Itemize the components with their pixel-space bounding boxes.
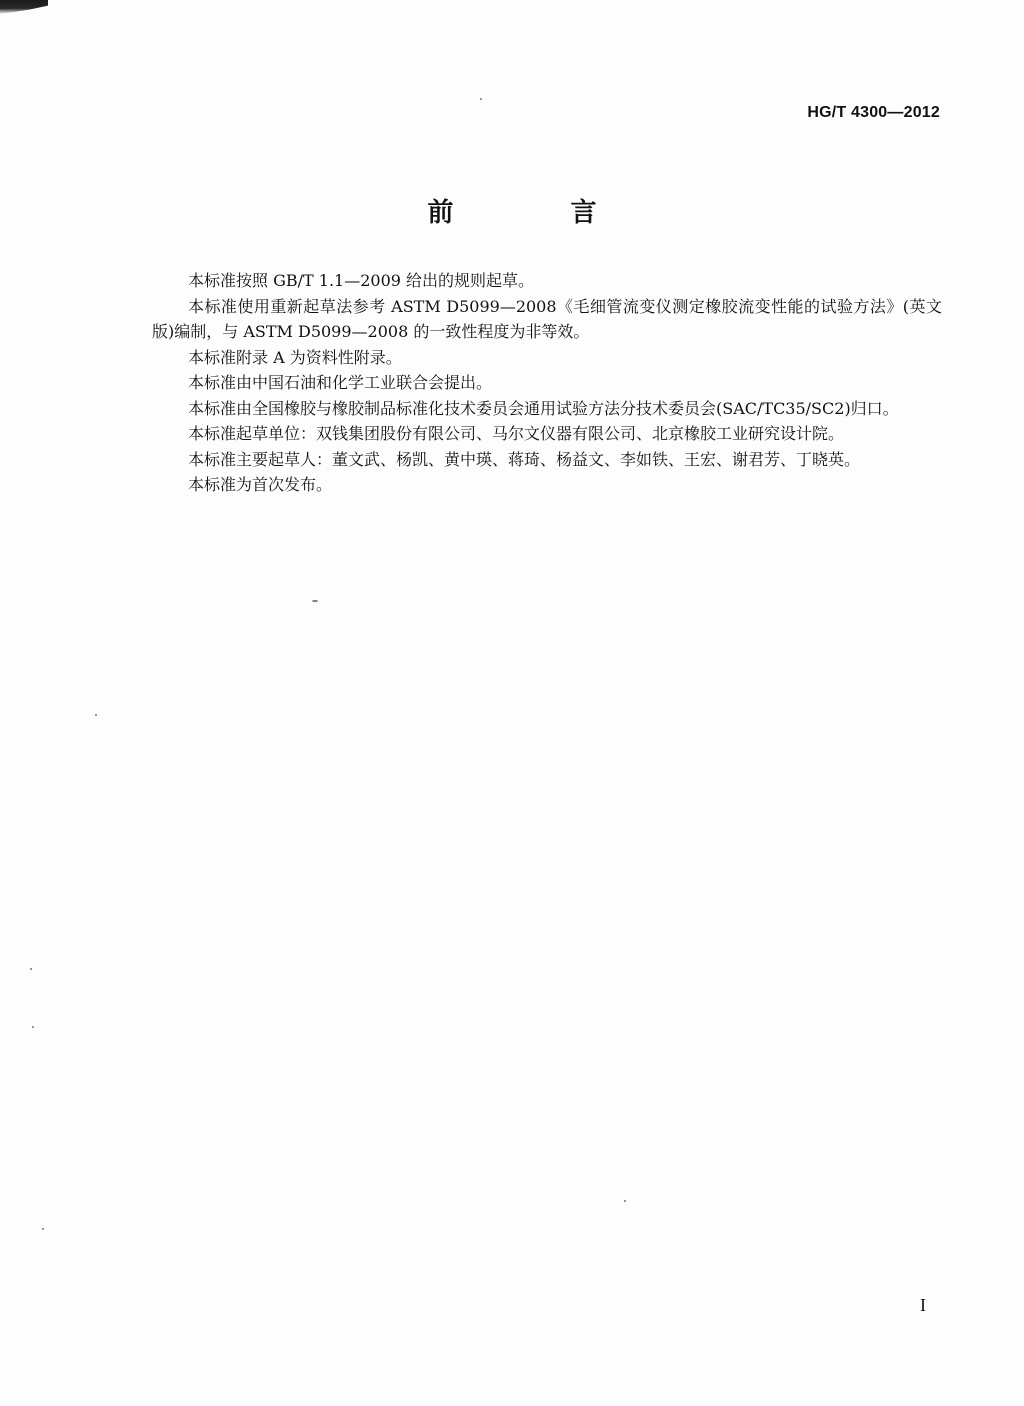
paragraph: 本标准由中国石油和化学工业联合会提出。 (188, 373, 493, 392)
paragraph: 本标准为首次发布。 (188, 475, 333, 494)
scan-speck (624, 1200, 626, 1202)
scan-speck (312, 600, 318, 602)
scan-speck (480, 98, 482, 100)
paragraph: 本标准主要起草人：董文武、杨凯、黄中瑛、蒋琦、杨益文、李如铁、王宏、谢君芳、丁晓英。 (188, 449, 861, 469)
scan-artifact (0, 0, 48, 14)
scan-speck (32, 1026, 34, 1028)
scan-speck (95, 714, 97, 716)
paragraph: 本标准按照 GB/T 1.1—2009 给出的规则起草。 (188, 271, 535, 290)
scan-speck (30, 968, 32, 970)
page-title: 前 言 (427, 198, 651, 228)
page-number: I (920, 1295, 926, 1315)
foreword-body (152, 268, 942, 498)
paragraph: 本标准附录 A 为资料性附录。 (188, 347, 402, 367)
standard-code: HG/T 4300—2012 (807, 104, 940, 121)
paragraph: 本标准起草单位：双钱集团股份有限公司、马尔文仪器有限公司、北京橡胶工业研究设计院。 (188, 424, 845, 443)
scan-speck (42, 1228, 44, 1230)
paragraph: 本标准由全国橡胶与橡胶制品标准化技术委员会通用试验方法分技术委员会(SAC/TC35/SC2)归口。 (188, 398, 899, 418)
paragraph: 本标准使用重新起草法参考 ASTM D5099—2008《毛细管流变仪测定橡胶流变性能的试验方法》(英文版)编制，与 ASTM D5099—2008 的一致性程度为非等效。 (152, 296, 942, 341)
